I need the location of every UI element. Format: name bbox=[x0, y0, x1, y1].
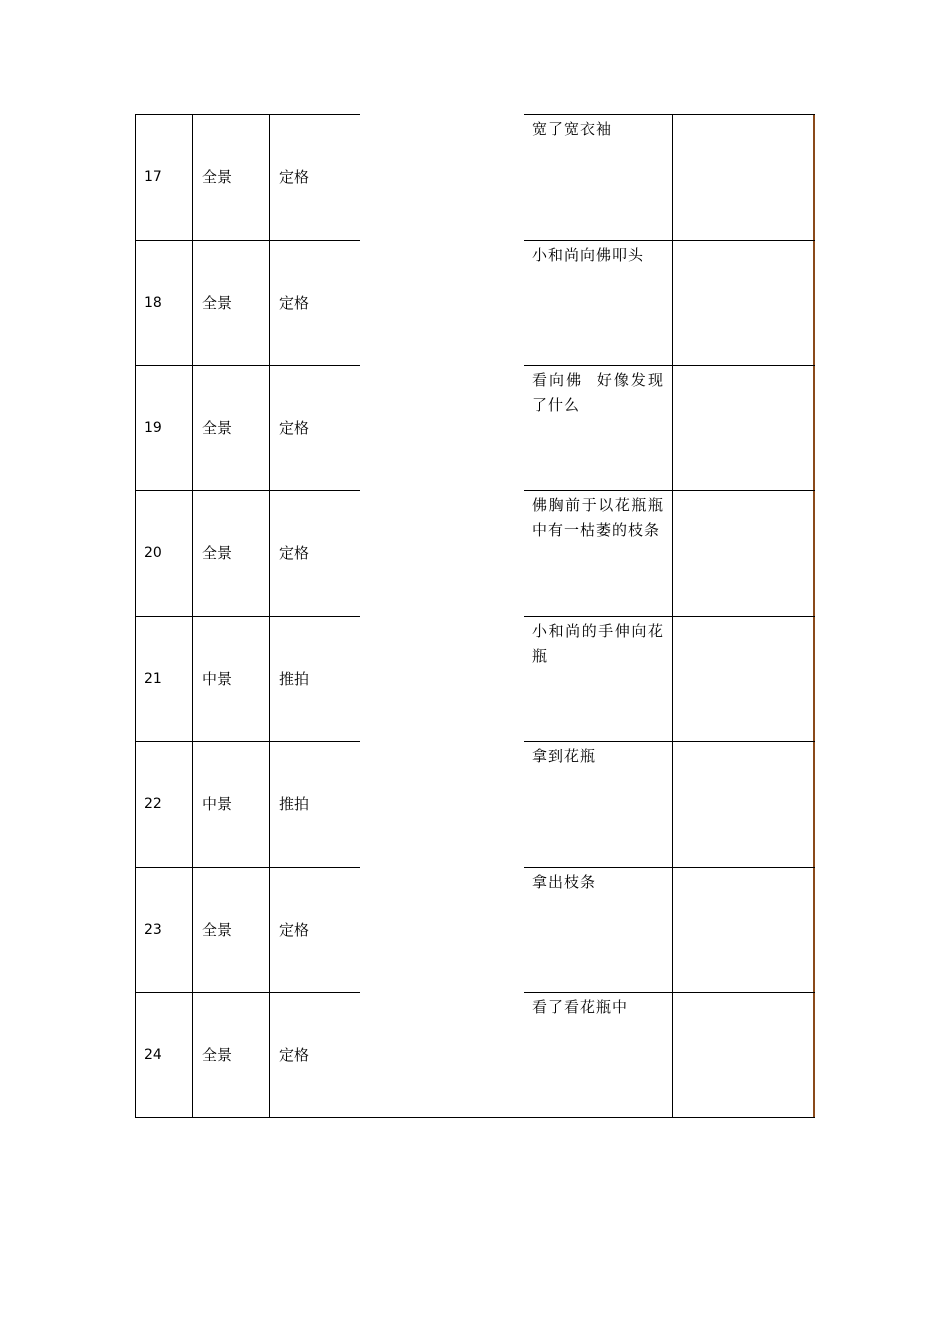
scene-description: 拿出枝条 bbox=[532, 873, 597, 891]
shot-size: 全景 bbox=[202, 544, 233, 562]
storyboard-table bbox=[135, 114, 815, 1118]
table-row bbox=[135, 993, 815, 1118]
note-cell bbox=[674, 617, 812, 742]
shot-size: 中景 bbox=[202, 795, 233, 813]
shot-size: 全景 bbox=[202, 294, 233, 312]
shot-number: 17 bbox=[144, 169, 162, 185]
shot-number: 20 bbox=[144, 545, 162, 561]
table-row bbox=[135, 241, 815, 366]
table-row bbox=[135, 868, 815, 993]
camera-movement: 定格 bbox=[279, 419, 310, 437]
note-cell bbox=[674, 993, 812, 1118]
note-cell bbox=[674, 115, 812, 240]
note-cell bbox=[674, 868, 812, 993]
camera-movement: 推拍 bbox=[279, 795, 310, 813]
camera-movement: 定格 bbox=[279, 921, 310, 939]
scene-description: 小和尚向佛叩头 bbox=[532, 246, 645, 264]
camera-movement: 定格 bbox=[279, 544, 310, 562]
note-cell bbox=[674, 241, 812, 366]
shot-number: 22 bbox=[144, 796, 162, 812]
camera-movement: 定格 bbox=[279, 294, 310, 312]
scene-description: 拿到花瓶 bbox=[532, 747, 597, 765]
shot-size: 全景 bbox=[202, 1046, 233, 1064]
camera-movement: 推拍 bbox=[279, 670, 310, 688]
shot-number: 19 bbox=[144, 420, 162, 436]
shot-number: 18 bbox=[144, 295, 162, 311]
table-row bbox=[135, 115, 815, 240]
shot-size: 全景 bbox=[202, 419, 233, 437]
shot-size: 全景 bbox=[202, 921, 233, 939]
table-row bbox=[135, 491, 815, 616]
shot-number: 21 bbox=[144, 671, 162, 687]
scene-description: 宽了宽衣袖 bbox=[532, 120, 613, 138]
note-cell bbox=[674, 366, 812, 491]
scene-description: 佛胸前于以花瓶瓶中有一枯萎的枝条 bbox=[532, 496, 664, 539]
shot-size: 全景 bbox=[202, 168, 233, 186]
note-cell bbox=[674, 742, 812, 867]
table-row bbox=[135, 742, 815, 867]
table-row bbox=[135, 617, 815, 742]
table-row bbox=[135, 366, 815, 491]
camera-movement: 定格 bbox=[279, 1046, 310, 1064]
scene-description: 小和尚的手伸向花瓶 bbox=[532, 622, 664, 665]
shot-number: 24 bbox=[144, 1047, 162, 1063]
camera-movement: 定格 bbox=[279, 168, 310, 186]
shot-size: 中景 bbox=[202, 670, 233, 688]
scene-description: 看了看花瓶中 bbox=[532, 998, 629, 1016]
scene-description: 看向佛 好像发现了什么 bbox=[532, 371, 664, 414]
shot-number: 23 bbox=[144, 922, 162, 938]
note-cell bbox=[674, 491, 812, 616]
